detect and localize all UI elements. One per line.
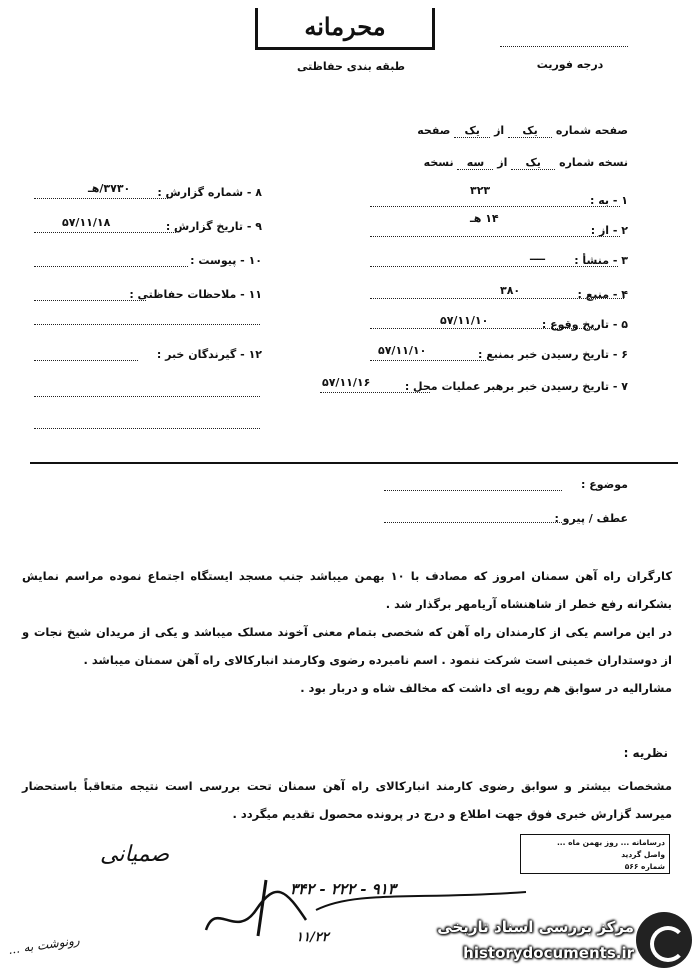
field-to-line xyxy=(370,206,620,207)
field-received-unit-value: ۵۷/۱۱/۱۶ xyxy=(322,376,371,389)
copy-suffix: نسخه xyxy=(423,156,454,169)
field-informant-line xyxy=(370,298,624,299)
field-report-date-label: ۹ - تاریخ گزارش : xyxy=(165,220,262,233)
field-received-source-label: ۶ - تاریخ رسیدن خبر بمنبع : xyxy=(478,348,628,361)
received-stamp-line-1: درسامانه ... روز بهمن ماه ... xyxy=(556,838,665,847)
field-informant-label: ۴ - منبع : xyxy=(577,288,628,301)
confidential-stamp xyxy=(255,8,435,50)
copy-number-value: یک xyxy=(511,156,555,170)
copy-number-label: نسخه شماره xyxy=(559,156,628,169)
handwritten-margin-note: رونوشت به ... xyxy=(7,933,81,957)
opinion-text: مشخصات بیشتر و سوابق رضوی کارمند انبارکالای راه آهن سمنان تحت بررسی است نتیجه متعاقباً باستحضار میرسد گزارش خبری فوق جهت اطلاع و درج در پرونده محصول تقدیم میگردد . xyxy=(22,779,672,821)
copy-number-row xyxy=(424,156,628,170)
report-body xyxy=(22,562,672,702)
field-occurrence-line xyxy=(370,328,598,329)
field-to-label: ۱ - به : xyxy=(590,194,628,207)
field-report-number-line xyxy=(34,198,168,199)
body-paragraph-1: کارگران راه آهن سمنان امروز که مصادف با ۱۰ بهمن میباشد جنب مسجد ایستگاه اجتماع نموده مراسم نمایش بشکرانه رفع خطر از شاهنشاه آریامهر برگذار شد . xyxy=(22,569,673,611)
section-divider xyxy=(30,462,678,464)
field-from-value: ۱۴ هـ xyxy=(470,212,499,225)
field-origin-value: ــــ xyxy=(530,250,546,263)
copy-total: سه xyxy=(457,156,493,170)
page-number-row xyxy=(417,124,628,138)
field-received-source-value: ۵۷/۱۱/۱۰ xyxy=(378,344,427,357)
confidential-stamp-text: محرمانه xyxy=(304,12,386,41)
field-remarks-line xyxy=(34,300,146,301)
received-stamp-line-2: واصل گردید xyxy=(621,850,665,859)
reference-label: عطف / پیرو : xyxy=(554,512,628,525)
field-remarks-label: ۱۱ - ملاحظات حفاظتی : xyxy=(129,288,262,301)
field-occurrence-value: ۵۷/۱۱/۱۰ xyxy=(440,314,489,327)
opinion-label: نظریه : xyxy=(623,746,668,760)
page-number-value: یک xyxy=(508,124,552,138)
field-recipients-line-2 xyxy=(34,396,260,397)
field-report-date-value: ۵۷/۱۱/۱۸ xyxy=(62,216,111,229)
handwritten-annotation: ۳۴۲ - ۲۲۲ - ۹۱۳ xyxy=(290,880,396,898)
field-origin-line xyxy=(370,266,618,267)
subject-label: موضوع : xyxy=(581,478,628,491)
page-number-label: صفحه شماره xyxy=(555,124,628,137)
handwritten-signature: صمیانی xyxy=(100,842,170,867)
body-paragraph-2: در این مراسم یکی از کارمندان راه آهن که شخصی بتمام معنی آخوند مسلک میباشد و یکی از مریدان شیخ نجات و از دوستداران خمینی است شرکت ننمود . اسم نامبرده رضوی وکارمند انبارکالای راه آهن سمنان میباشد . xyxy=(22,625,672,667)
watermark-title: مرکز بررسی اسناد تاریخی xyxy=(437,918,634,936)
field-attachment-label: ۱۰ - پیوست : xyxy=(190,254,262,267)
field-recipients-line xyxy=(34,360,138,361)
field-report-number-value: ۳۷۳۰/هـ xyxy=(88,182,131,195)
page-total: یک xyxy=(454,124,490,138)
field-remarks-line-2 xyxy=(34,324,260,325)
field-origin-label: ۳ - منشأ : xyxy=(574,254,628,267)
page-suffix: صفحه xyxy=(417,124,451,137)
watermark-url: historydocuments.ir xyxy=(463,944,634,962)
field-received-source-line xyxy=(370,360,486,361)
field-from-label: ۲ - از : xyxy=(590,224,628,237)
archive-logo-icon xyxy=(636,912,692,968)
reference-line xyxy=(384,522,562,523)
field-from-line xyxy=(370,236,620,237)
field-report-date-line xyxy=(34,232,176,233)
field-attachment-line xyxy=(34,266,188,267)
field-received-unit-label: ۷ - تاریخ رسیدن خبر برهبر عملیات محل : xyxy=(404,380,628,393)
field-report-number-label: ۸ - شماره گزارش : xyxy=(157,186,262,199)
body-paragraph-3: مشارالیه در سوابق هم رویه ای داشت که مخالف شاه و دربار بود . xyxy=(300,681,672,695)
urgency-label: درجه فوریت xyxy=(536,58,604,71)
received-stamp-line-3: شماره ۵۶۶ xyxy=(624,862,665,871)
field-received-unit-line xyxy=(320,392,430,393)
page-of: از xyxy=(494,124,505,137)
handwritten-date: ۱۱/۲۲ xyxy=(296,930,329,945)
field-recipients-label: ۱۲ - گیرندگان خبر : xyxy=(156,348,262,361)
urgency-line xyxy=(500,46,628,47)
field-to-value: ۳۲۳ xyxy=(470,184,491,197)
field-informant-value: ۳۸۰ xyxy=(500,284,521,297)
received-stamp-box xyxy=(520,834,670,874)
field-occurrence-label: ۵ - تاریخ وقوع : xyxy=(541,318,628,331)
classification-label: طبقه بندی حفاظتی xyxy=(296,60,406,73)
field-recipients-line-3 xyxy=(34,428,260,429)
copy-of: از xyxy=(497,156,508,169)
subject-line xyxy=(384,490,562,491)
